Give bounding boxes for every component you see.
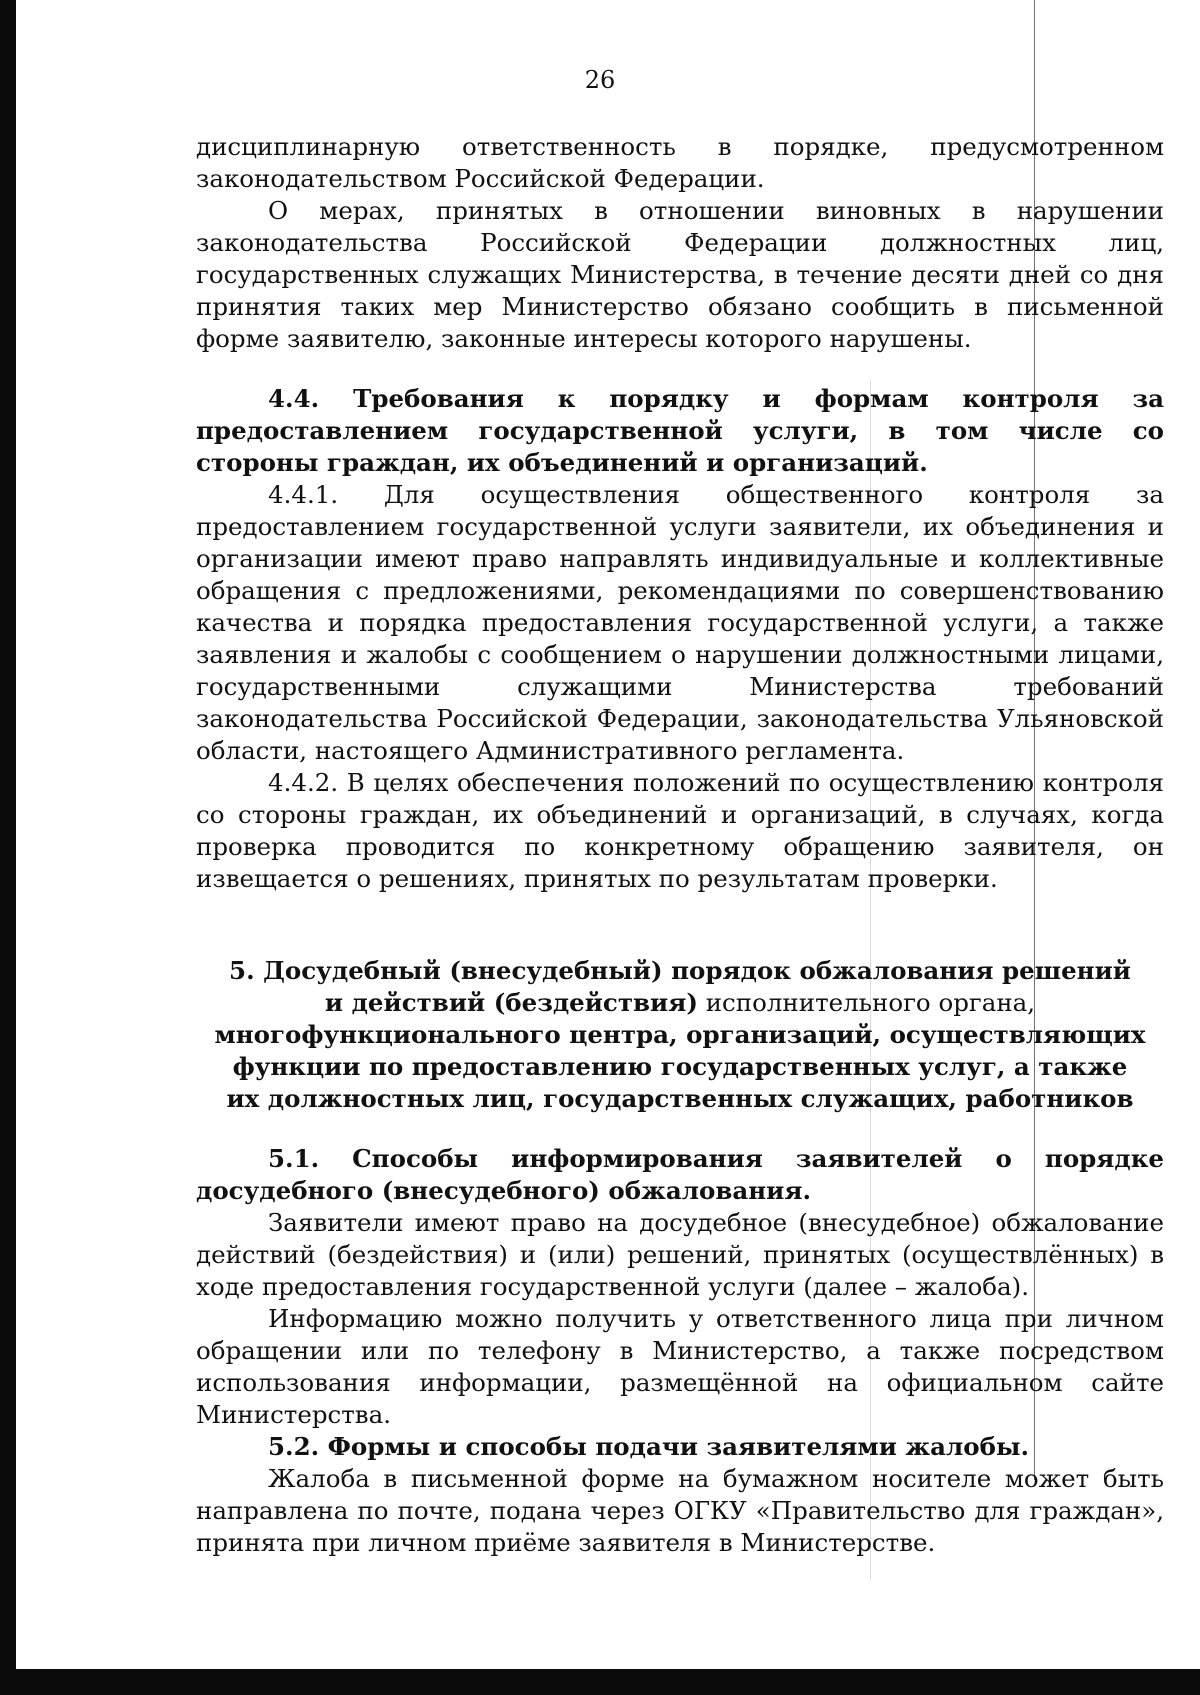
heading-section-5 [196, 955, 1164, 1115]
paragraph-complaint-forms: Жалоба в письменной форме на бумажном носителе может быть направлена по почте, подана через ОГКУ «Правительство для граждан», принята при личном приёме заявителя в Министерстве. [196, 1464, 1164, 1557]
heading-5-line-2-normal: исполнительного органа, [697, 988, 1036, 1017]
paragraph-continuation: дисциплинарную ответственность в порядке, предусмотренном законодательством Российской Федерации. [196, 132, 1164, 193]
paragraph-4-4-2: 4.4.2. В целях обеспечения положений по осуществлению контроля со стороны граждан, их объединений и организаций, в случаях, когда проверка проводится по конкретному обращению заявителя, он извещается о решениях, принятых по результатам проверки. [196, 768, 1164, 893]
scan-edge-bottom [0, 1669, 1200, 1695]
page-number: 26 [584, 66, 616, 94]
paragraph-information: Информацию можно получить у ответственного лица при личном обращении или по телефону в Министерство, а также посредством использования информации, размещённой на официальном сайте Министерства. [196, 1304, 1164, 1429]
paragraph-appeal-right: Заявители имеют право на досудебное (внесудебное) обжалование действий (бездействия) и (или) решений, принятых (осуществлённых) в ходе предоставления государственной услуги (далее – жалоба). [196, 1208, 1164, 1301]
heading-5-line-3: многофункционального центра, организаций, осуществляющих [214, 1020, 1146, 1049]
heading-5-line-4: функции по предоставлению государственных услуг, а также [232, 1052, 1128, 1081]
heading-4-4: 4.4. Требования к порядку и формам контроля за предоставлением государственной услуги, в том числе со стороны граждан, их объединений и организаций. [196, 384, 1164, 477]
paragraph-4-4-1: 4.4.1. Для осуществления общественного контроля за предоставлением государственной услуги заявители, их объединения и организации имеют право направлять индивидуальные и коллективные обращения с предложениями, рекомендациями по совершенствованию качества и порядка предоставления государственной услуги, а также заявления и жалобы с сообщением о нарушении должностными лицами, государственными служащими Министерства требований законодательства Российской Федерации, законодательства Ульяновской области, настоящего Административного регламента. [196, 480, 1164, 765]
document-body [196, 131, 1164, 1559]
heading-5-2: 5.2. Формы и способы подачи заявителями жалобы. [268, 1432, 1030, 1461]
heading-5-line-5: их должностных лиц, государственных служащих, работников [226, 1084, 1134, 1113]
heading-5-line-1: 5. Досудебный (внесудебный) порядок обжалования решений [229, 956, 1131, 985]
heading-5-1: 5.1. Способы информирования заявителей о порядке досудебного (внесудебного) обжалования. [196, 1144, 1164, 1205]
heading-5-line-2-bold: и действий (бездействия) [324, 988, 698, 1017]
heading-5-line-2 [196, 987, 1164, 1019]
paragraph-measures: О мерах, принятых в отношении виновных в нарушении законодательства Российской Федерации должностных лиц, государственных служащих Министерства, в течение десяти дней со дня принятия таких мер Министерство обязано сообщить в письменной форме заявителю, законные интересы которого нарушены. [196, 196, 1164, 353]
scan-edge-left [0, 0, 16, 1695]
